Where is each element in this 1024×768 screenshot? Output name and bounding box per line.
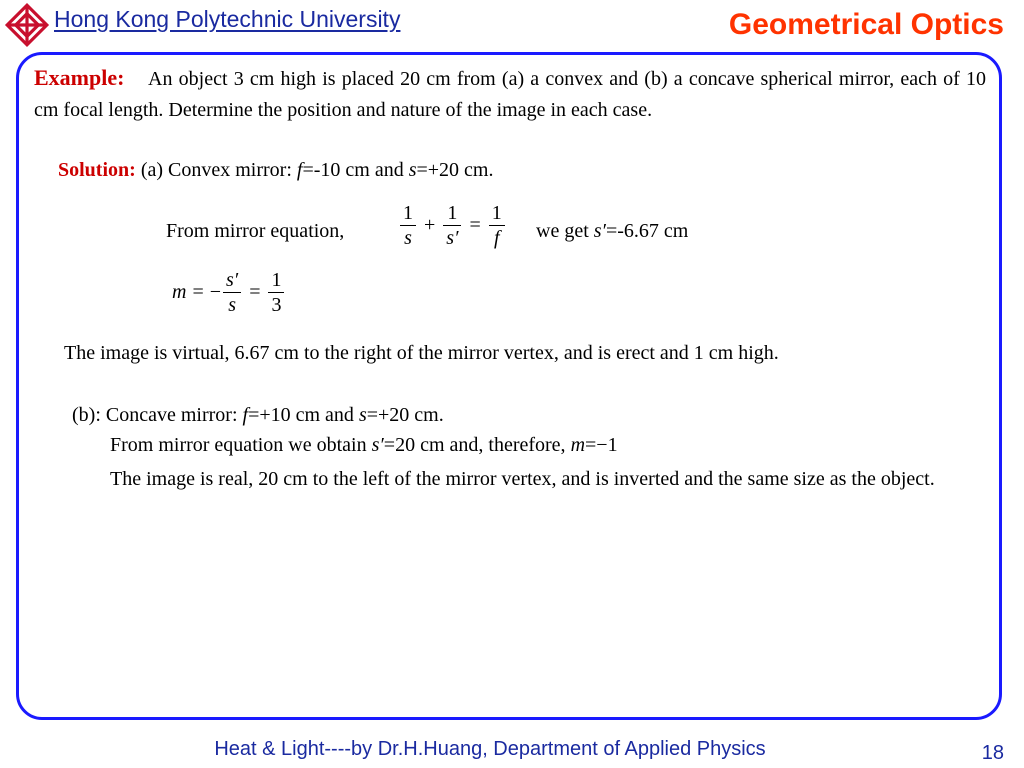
fraction-denominator: f [493, 227, 500, 249]
result-var: s′ [593, 220, 606, 242]
equals-operator: = [249, 281, 261, 303]
part-a-s-var: s [408, 159, 417, 181]
equals-operator: = [469, 214, 481, 236]
fraction-numerator: s′ [223, 268, 241, 293]
example-text: An object 3 cm high is placed 20 cm from (a) a convex and (b) a concave spherical mirror, each of 10 cm focal length. Determine the position and nature of the image in each case. [34, 68, 986, 121]
content-frame [16, 52, 1002, 720]
fraction-denominator: s′ [446, 227, 459, 249]
example-paragraph [34, 62, 986, 126]
mirror-equation [400, 201, 505, 250]
equals-operator: = [192, 281, 204, 303]
fraction-denominator: s [228, 294, 236, 316]
university-name-link[interactable]: Hong Kong Polytechnic University [54, 6, 401, 32]
example-label: Example: [34, 65, 125, 90]
fraction-1-over-s-prime [443, 201, 461, 250]
part-b-line [72, 400, 444, 431]
result-prefix: we get [536, 220, 594, 242]
fraction-numerator: 1 [443, 201, 461, 226]
part-b-prefix: From mirror equation we obtain [110, 434, 372, 456]
part-b-f-var: f [242, 404, 249, 426]
fraction-1-over-3 [268, 268, 284, 317]
part-a-conclusion: The image is virtual, 6.67 cm to the right of the mirror vertex, and is erect and 1 cm high. [64, 342, 779, 364]
part-b-s-val: =+20 cm. [366, 404, 444, 426]
fraction-1-over-f [489, 201, 505, 250]
part-a-s-val: =+20 cm. [416, 159, 494, 181]
part-b-intro: (b): Concave mirror: [72, 404, 243, 426]
part-b-conclusion: The image is real, 20 cm to the left of the mirror vertex, and is inverted and the same size as the object. [110, 468, 935, 490]
mirror-equation-label: From mirror equation, [166, 220, 345, 242]
solution-a-line [58, 155, 494, 186]
part-a-result [536, 216, 688, 247]
part-b-s-var: s [358, 404, 367, 426]
footer-credit: Heat & Light----by Dr.H.Huang, Department of Applied Physics [214, 738, 766, 760]
part-b-mid: =20 cm and, therefore, [383, 434, 571, 456]
university-logo-icon [4, 2, 50, 48]
fraction-numerator: 1 [489, 201, 505, 226]
part-b-m-var: m [570, 434, 586, 456]
minus-operator: − [209, 281, 222, 303]
slide-topic-title: Geometrical Optics [728, 8, 1004, 41]
part-a-intro: (a) Convex mirror: [140, 159, 297, 181]
fraction-denominator: s [404, 227, 412, 249]
page-number: 18 [981, 742, 1004, 764]
part-b-result [110, 430, 618, 461]
part-b-end: =−1 [585, 434, 618, 456]
magnification-equation [172, 268, 284, 317]
m-variable: m [172, 281, 187, 303]
part-b-s-prime-var: s′ [371, 434, 384, 456]
part-a-f-var: f [296, 159, 303, 181]
fraction-denominator: 3 [271, 294, 282, 316]
solution-label: Solution: [58, 159, 136, 181]
part-b-f-val: =+10 cm and [248, 404, 359, 426]
fraction-numerator: 1 [268, 268, 284, 293]
fraction-1-over-s [400, 201, 416, 250]
result-value: =-6.67 cm [605, 220, 689, 242]
fraction-s-prime-over-s [223, 268, 241, 317]
part-a-f-val: =-10 cm and [302, 159, 409, 181]
plus-operator: + [424, 214, 436, 236]
fraction-numerator: 1 [400, 201, 416, 226]
